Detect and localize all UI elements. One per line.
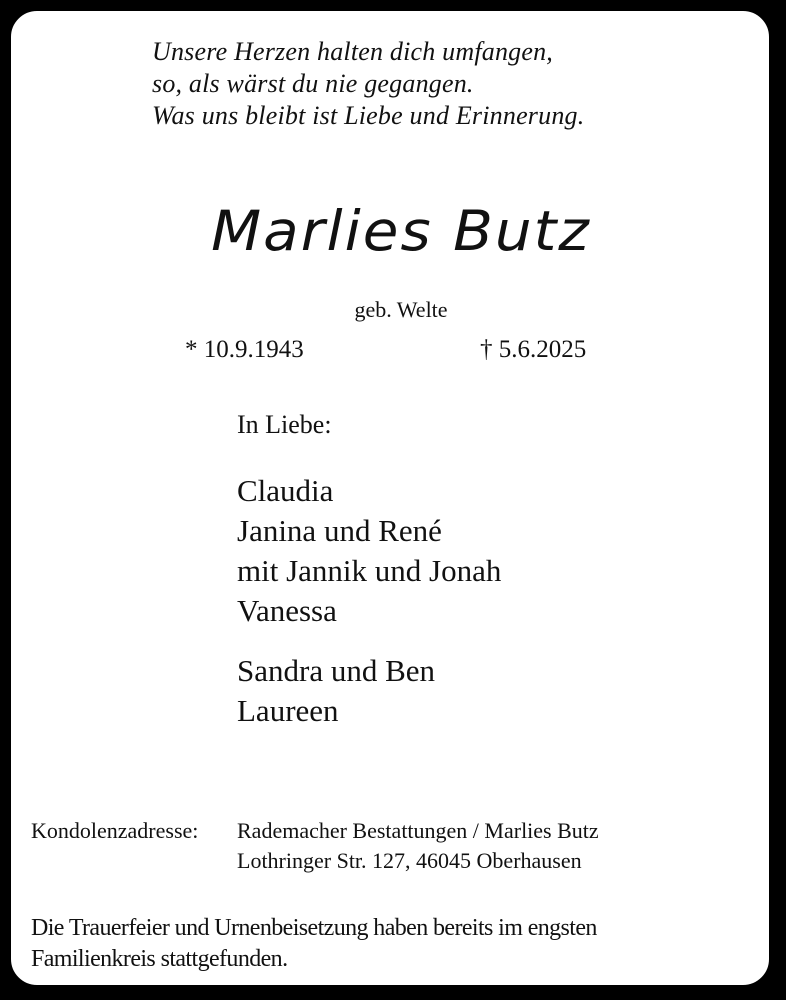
poem-line: Unsere Herzen halten dich umfangen,: [152, 37, 554, 66]
mourners-intro: In Liebe:: [237, 410, 332, 439]
mourner-name: Vanessa: [237, 593, 337, 628]
mourner-name: Janina und René: [237, 513, 442, 548]
condolence-address: [31, 816, 599, 876]
condolence-line-1: Rademacher Bestattungen / Marlies Butz: [237, 818, 599, 843]
poem: [152, 36, 752, 132]
deceased-name: Marlies Butz: [211, 198, 591, 264]
notice-line-2: Familienkreis stattgefunden.: [31, 946, 288, 972]
poem-line: Was uns bleibt ist Liebe und Erinnerung.: [152, 101, 585, 130]
funeral-notice: [31, 913, 761, 975]
notice-line-1: Die Trauerfeier und Urnenbeisetzung haben bereits im engsten: [31, 915, 597, 941]
mourner-name: Sandra und Ben: [237, 653, 436, 688]
mourners-group-1: [237, 471, 757, 631]
mourners-group-2: [237, 651, 757, 731]
condolence-label: Kondolenzadresse:: [31, 818, 199, 843]
obituary-card: [9, 9, 771, 987]
mourner-name: mit Jannik und Jonah: [237, 553, 502, 588]
maiden-name: geb. Welte: [354, 297, 448, 322]
mourner-name: Laureen: [237, 693, 339, 728]
death-date: † 5.6.2025: [480, 336, 587, 363]
mourner-name: Claudia: [237, 473, 334, 508]
birth-date: * 10.9.1943: [185, 336, 304, 363]
poem-line: so, als wärst du nie gegangen.: [152, 69, 474, 98]
condolence-line-2: Lothringer Str. 127, 46045 Oberhausen: [237, 848, 582, 873]
